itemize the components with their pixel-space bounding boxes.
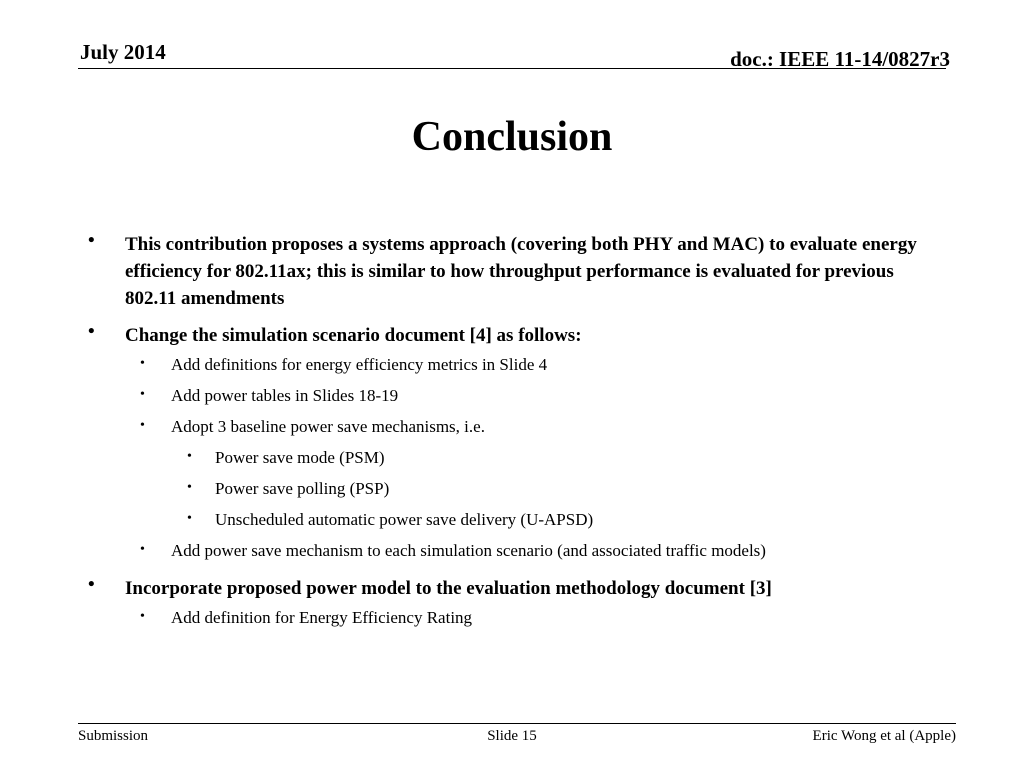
bullet-text: Adopt 3 baseline power save mechanisms, i.e. <box>171 417 485 436</box>
bullet-icon: • <box>88 574 95 595</box>
bullet-icon: • <box>88 321 95 342</box>
footer-divider <box>78 723 956 724</box>
bullet-text: Add definitions for energy efficiency metrics in Slide 4 <box>171 355 548 374</box>
bullet-text: Add power tables in Slides 18-19 <box>171 386 399 405</box>
bullet-text: Change the simulation scenario document [4] as follows: <box>125 325 582 346</box>
header-date: July 2014 <box>80 40 166 64</box>
bullet-text: Power save polling (PSP) <box>215 479 390 498</box>
footer-submission: Submission <box>78 728 149 744</box>
bullet-icon: • <box>88 230 95 251</box>
bullet-icon: • <box>187 511 192 526</box>
bullet-icon: • <box>187 480 192 495</box>
bullet-text: Add power save mechanism to each simulation scenario (and associated traffic models) <box>171 541 766 560</box>
bullet-text: Unscheduled automatic power save delivery (U-APSD) <box>215 510 594 529</box>
bullet-icon: • <box>140 356 145 371</box>
bullet-icon: • <box>140 542 145 557</box>
bullet-text: Power save mode (PSM) <box>215 448 385 467</box>
footer-author: Eric Wong et al (Apple) <box>812 728 956 744</box>
bullet-icon: • <box>187 449 192 464</box>
slide-title: Conclusion <box>411 114 613 160</box>
header-divider <box>78 68 946 69</box>
footer-slide-number: Slide 15 <box>487 728 537 744</box>
bullet-icon: • <box>140 387 145 402</box>
bullet-text: Add definition for Energy Efficiency Rating <box>171 608 473 627</box>
bullet-text: This contribution proposes a systems approach (covering both PHY and MAC) to evaluate energy efficiency for 802.11ax; this is similar to how throughput performance is evaluated for previous 802.11 amendments <box>125 234 917 309</box>
header-doc-id: doc.: IEEE 11-14/0827r3 <box>730 47 950 71</box>
bullet-text: Incorporate proposed power model to the evaluation methodology document [3] <box>125 578 772 599</box>
bullet-icon: • <box>140 418 145 433</box>
bullet-icon: • <box>140 609 145 624</box>
